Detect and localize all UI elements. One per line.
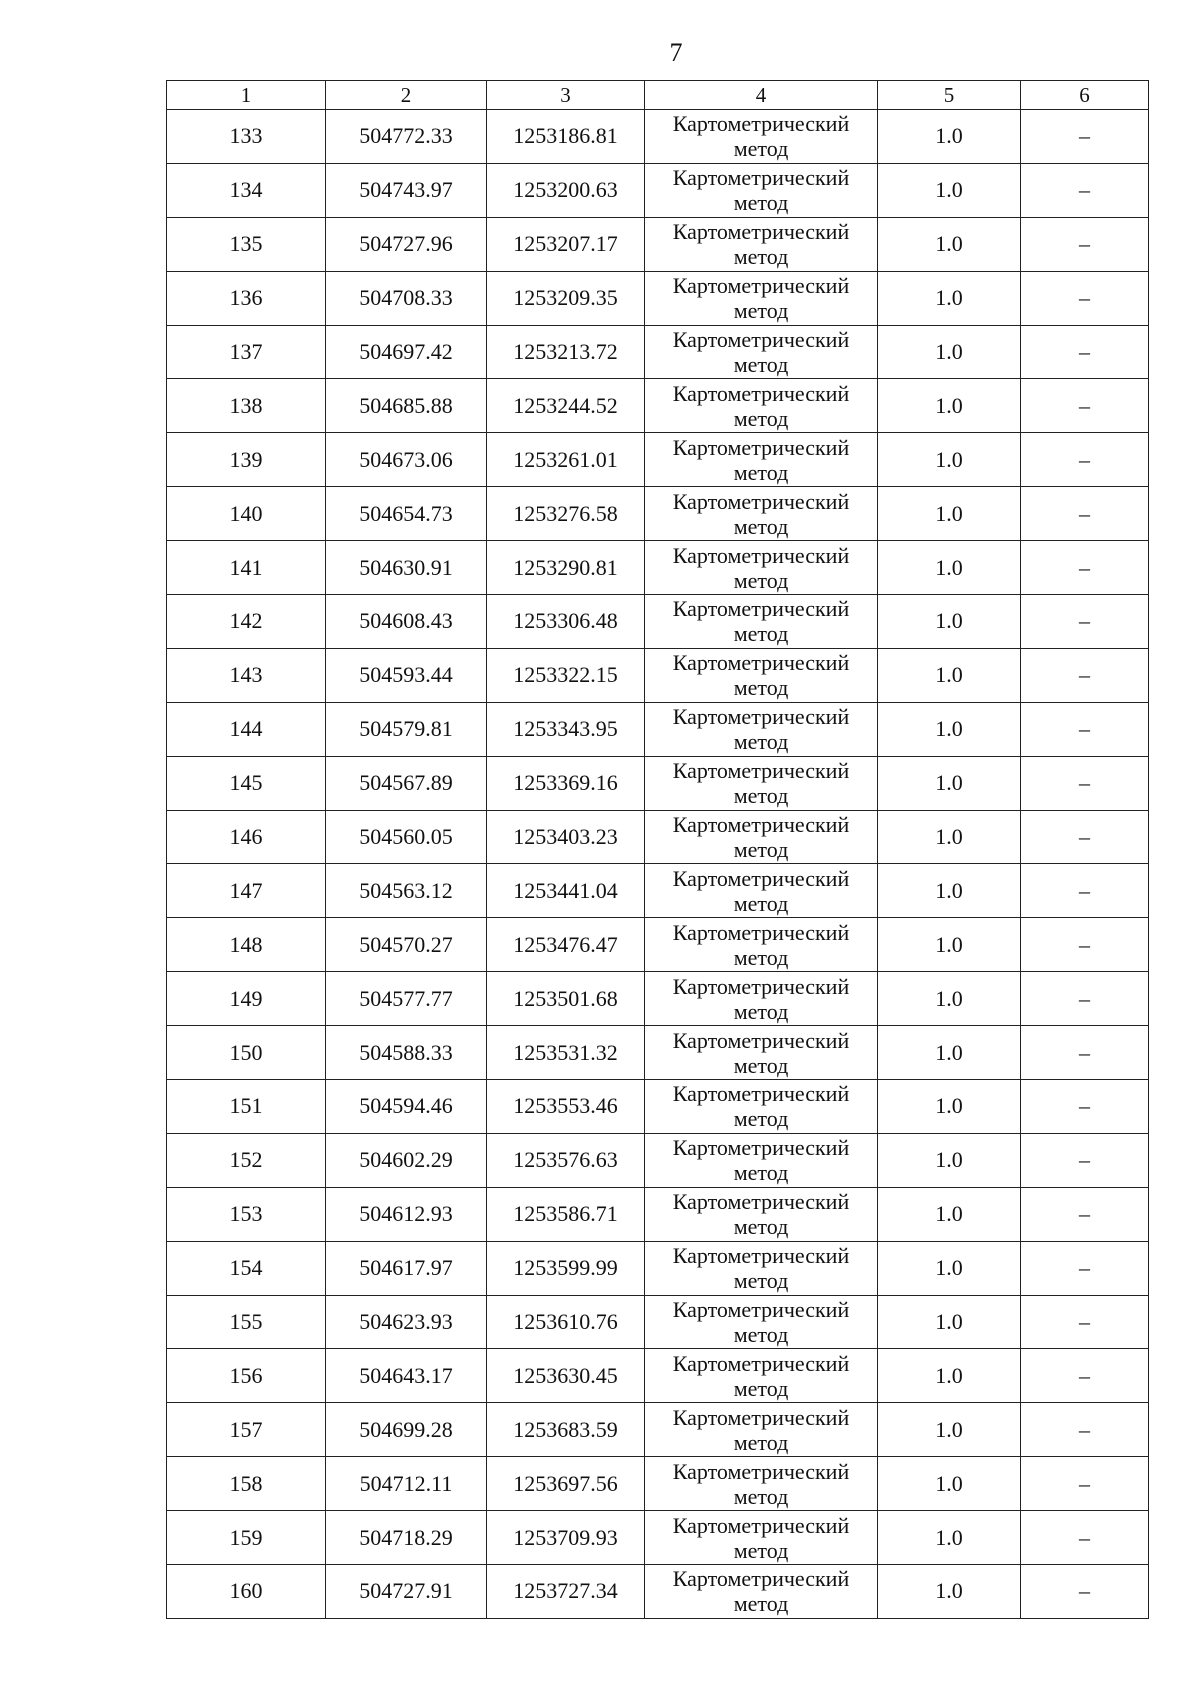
y-coordinate-cell: 1253213.72 bbox=[487, 325, 645, 379]
x-coordinate-cell: 504593.44 bbox=[326, 648, 487, 702]
table-body bbox=[167, 110, 1149, 1619]
table-row bbox=[167, 918, 1149, 972]
method-text: Картометрический bbox=[672, 1458, 850, 1484]
y-coordinate-cell: 1253209.35 bbox=[487, 271, 645, 325]
y-coordinate-cell: 1253369.16 bbox=[487, 756, 645, 810]
point-number-cell: 135 bbox=[167, 217, 326, 271]
table-row bbox=[167, 163, 1149, 217]
x-coordinate-cell: 504699.28 bbox=[326, 1403, 487, 1457]
method-text: Картометрический bbox=[672, 542, 850, 568]
x-coordinate-cell: 504612.93 bbox=[326, 1187, 487, 1241]
method-text: Картометрический bbox=[672, 596, 850, 622]
accuracy-cell: 1.0 bbox=[878, 972, 1021, 1026]
accuracy-cell: 1.0 bbox=[878, 864, 1021, 918]
method-text: Картометрический bbox=[672, 1027, 850, 1053]
note-cell: – bbox=[1021, 487, 1149, 541]
note-cell: – bbox=[1021, 1241, 1149, 1295]
y-coordinate-cell: 1253244.52 bbox=[487, 379, 645, 433]
point-number-cell: 143 bbox=[167, 648, 326, 702]
method-text: метод bbox=[733, 298, 789, 324]
method-text: метод bbox=[733, 352, 789, 377]
x-coordinate-cell: 504623.93 bbox=[326, 1295, 487, 1349]
point-number-cell: 151 bbox=[167, 1080, 326, 1134]
method-text: метод bbox=[733, 1537, 789, 1563]
table-row bbox=[167, 1241, 1149, 1295]
method-cell bbox=[645, 864, 878, 918]
accuracy-cell: 1.0 bbox=[878, 1241, 1021, 1295]
point-number-cell: 144 bbox=[167, 702, 326, 756]
column-header: 3 bbox=[487, 81, 645, 110]
y-coordinate-cell: 1253403.23 bbox=[487, 810, 645, 864]
table-row bbox=[167, 487, 1149, 541]
accuracy-cell: 1.0 bbox=[878, 1457, 1021, 1511]
note-cell: – bbox=[1021, 1457, 1149, 1511]
table-row bbox=[167, 1133, 1149, 1187]
note-cell: – bbox=[1021, 1026, 1149, 1080]
accuracy-cell: 1.0 bbox=[878, 1295, 1021, 1349]
method-text: метод bbox=[733, 621, 789, 647]
table-row bbox=[167, 864, 1149, 918]
accuracy-cell: 1.0 bbox=[878, 379, 1021, 433]
point-number-cell: 137 bbox=[167, 325, 326, 379]
method-cell bbox=[645, 1133, 878, 1187]
point-number-cell: 148 bbox=[167, 918, 326, 972]
accuracy-cell: 1.0 bbox=[878, 648, 1021, 702]
table-row bbox=[167, 541, 1149, 595]
point-number-cell: 149 bbox=[167, 972, 326, 1026]
method-text: Картометрический bbox=[672, 919, 850, 945]
method-text: Картометрический bbox=[672, 1189, 850, 1215]
table-row bbox=[167, 1026, 1149, 1080]
column-header: 5 bbox=[878, 81, 1021, 110]
y-coordinate-cell: 1253576.63 bbox=[487, 1133, 645, 1187]
point-number-cell: 150 bbox=[167, 1026, 326, 1080]
note-cell: – bbox=[1021, 379, 1149, 433]
x-coordinate-cell: 504570.27 bbox=[326, 918, 487, 972]
method-cell bbox=[645, 1511, 878, 1565]
method-text: метод bbox=[733, 1268, 789, 1294]
point-number-cell: 145 bbox=[167, 756, 326, 810]
method-text: метод bbox=[733, 998, 789, 1024]
method-cell bbox=[645, 163, 878, 217]
note-cell: – bbox=[1021, 810, 1149, 864]
point-number-cell: 153 bbox=[167, 1187, 326, 1241]
method-text: метод bbox=[733, 405, 789, 431]
accuracy-cell: 1.0 bbox=[878, 1187, 1021, 1241]
method-text: Картометрический bbox=[672, 1081, 850, 1107]
method-text: Картометрический bbox=[672, 1135, 850, 1161]
x-coordinate-cell: 504588.33 bbox=[326, 1026, 487, 1080]
note-cell: – bbox=[1021, 864, 1149, 918]
table-row bbox=[167, 325, 1149, 379]
method-text: Картометрический bbox=[672, 1566, 850, 1592]
method-text: Картометрический bbox=[672, 704, 850, 730]
x-coordinate-cell: 504772.33 bbox=[326, 110, 487, 164]
note-cell: – bbox=[1021, 541, 1149, 595]
x-coordinate-cell: 504563.12 bbox=[326, 864, 487, 918]
page-number: 7 bbox=[669, 38, 683, 67]
accuracy-cell: 1.0 bbox=[878, 110, 1021, 164]
table-row bbox=[167, 1565, 1149, 1619]
method-text: Картометрический bbox=[672, 865, 850, 891]
table-row bbox=[167, 271, 1149, 325]
x-coordinate-cell: 504617.97 bbox=[326, 1241, 487, 1295]
method-text: Картометрический bbox=[672, 650, 850, 676]
accuracy-cell: 1.0 bbox=[878, 163, 1021, 217]
table-row bbox=[167, 217, 1149, 271]
x-coordinate-cell: 504608.43 bbox=[326, 595, 487, 649]
y-coordinate-cell: 1253727.34 bbox=[487, 1565, 645, 1619]
coordinates-table bbox=[166, 80, 1149, 1619]
x-coordinate-cell: 504718.29 bbox=[326, 1511, 487, 1565]
note-cell: – bbox=[1021, 217, 1149, 271]
table-row bbox=[167, 1457, 1149, 1511]
accuracy-cell: 1.0 bbox=[878, 810, 1021, 864]
note-cell: – bbox=[1021, 271, 1149, 325]
method-text: Картометрический bbox=[672, 219, 850, 245]
note-cell: – bbox=[1021, 1295, 1149, 1349]
method-cell bbox=[645, 1457, 878, 1511]
note-cell: – bbox=[1021, 918, 1149, 972]
method-cell bbox=[645, 756, 878, 810]
point-number-cell: 157 bbox=[167, 1403, 326, 1457]
y-coordinate-cell: 1253531.32 bbox=[487, 1026, 645, 1080]
point-number-cell: 156 bbox=[167, 1349, 326, 1403]
y-coordinate-cell: 1253322.15 bbox=[487, 648, 645, 702]
accuracy-cell: 1.0 bbox=[878, 433, 1021, 487]
method-text: метод bbox=[733, 1591, 789, 1617]
method-text: метод bbox=[733, 944, 789, 970]
method-cell bbox=[645, 595, 878, 649]
method-text: метод bbox=[733, 459, 789, 485]
accuracy-cell: 1.0 bbox=[878, 1511, 1021, 1565]
note-cell: – bbox=[1021, 110, 1149, 164]
method-text: метод bbox=[733, 1106, 789, 1132]
point-number-cell: 136 bbox=[167, 271, 326, 325]
method-text: Картометрический bbox=[672, 434, 850, 460]
x-coordinate-cell: 504654.73 bbox=[326, 487, 487, 541]
method-cell bbox=[645, 702, 878, 756]
method-text: метод bbox=[733, 1160, 789, 1186]
method-cell bbox=[645, 1403, 878, 1457]
note-cell: – bbox=[1021, 1080, 1149, 1134]
method-text: Картометрический bbox=[672, 488, 850, 514]
table-row bbox=[167, 756, 1149, 810]
method-cell bbox=[645, 1187, 878, 1241]
point-number-cell: 138 bbox=[167, 379, 326, 433]
point-number-cell: 159 bbox=[167, 1511, 326, 1565]
table-row bbox=[167, 1187, 1149, 1241]
method-cell bbox=[645, 1565, 878, 1619]
x-coordinate-cell: 504727.91 bbox=[326, 1565, 487, 1619]
accuracy-cell: 1.0 bbox=[878, 1403, 1021, 1457]
x-coordinate-cell: 504743.97 bbox=[326, 163, 487, 217]
point-number-cell: 142 bbox=[167, 595, 326, 649]
method-text: Картометрический bbox=[672, 1512, 850, 1538]
accuracy-cell: 1.0 bbox=[878, 595, 1021, 649]
accuracy-cell: 1.0 bbox=[878, 1080, 1021, 1134]
note-cell: – bbox=[1021, 595, 1149, 649]
accuracy-cell: 1.0 bbox=[878, 1565, 1021, 1619]
point-number-cell: 133 bbox=[167, 110, 326, 164]
note-cell: – bbox=[1021, 433, 1149, 487]
method-text: метод bbox=[733, 890, 789, 916]
method-text: Картометрический bbox=[672, 1297, 850, 1323]
point-number-cell: 160 bbox=[167, 1565, 326, 1619]
y-coordinate-cell: 1253697.56 bbox=[487, 1457, 645, 1511]
point-number-cell: 147 bbox=[167, 864, 326, 918]
table-row bbox=[167, 810, 1149, 864]
x-coordinate-cell: 504560.05 bbox=[326, 810, 487, 864]
y-coordinate-cell: 1253709.93 bbox=[487, 1511, 645, 1565]
method-text: метод bbox=[733, 783, 789, 809]
table-header-row bbox=[167, 81, 1149, 110]
accuracy-cell: 1.0 bbox=[878, 541, 1021, 595]
point-number-cell: 140 bbox=[167, 487, 326, 541]
method-text: метод bbox=[733, 567, 789, 593]
table-row bbox=[167, 379, 1149, 433]
method-text: метод bbox=[733, 837, 789, 863]
column-header: 2 bbox=[326, 81, 487, 110]
y-coordinate-cell: 1253200.63 bbox=[487, 163, 645, 217]
note-cell: – bbox=[1021, 1187, 1149, 1241]
method-text: метод bbox=[733, 136, 789, 162]
accuracy-cell: 1.0 bbox=[878, 217, 1021, 271]
accuracy-cell: 1.0 bbox=[878, 1133, 1021, 1187]
table-row bbox=[167, 1511, 1149, 1565]
note-cell: – bbox=[1021, 756, 1149, 810]
accuracy-cell: 1.0 bbox=[878, 702, 1021, 756]
method-text: Картометрический bbox=[672, 165, 850, 191]
x-coordinate-cell: 504630.91 bbox=[326, 541, 487, 595]
column-header: 4 bbox=[645, 81, 878, 110]
y-coordinate-cell: 1253306.48 bbox=[487, 595, 645, 649]
method-cell bbox=[645, 217, 878, 271]
method-text: метод bbox=[733, 1375, 789, 1401]
accuracy-cell: 1.0 bbox=[878, 271, 1021, 325]
method-text: метод bbox=[733, 675, 789, 701]
x-coordinate-cell: 504685.88 bbox=[326, 379, 487, 433]
y-coordinate-cell: 1253290.81 bbox=[487, 541, 645, 595]
x-coordinate-cell: 504708.33 bbox=[326, 271, 487, 325]
method-text: Картометрический bbox=[672, 111, 850, 137]
method-cell bbox=[645, 1295, 878, 1349]
column-header: 6 bbox=[1021, 81, 1149, 110]
table-row bbox=[167, 972, 1149, 1026]
method-cell bbox=[645, 541, 878, 595]
accuracy-cell: 1.0 bbox=[878, 756, 1021, 810]
table-row bbox=[167, 1349, 1149, 1403]
x-coordinate-cell: 504697.42 bbox=[326, 325, 487, 379]
method-cell bbox=[645, 271, 878, 325]
point-number-cell: 152 bbox=[167, 1133, 326, 1187]
x-coordinate-cell: 504712.11 bbox=[326, 1457, 487, 1511]
method-cell bbox=[645, 972, 878, 1026]
accuracy-cell: 1.0 bbox=[878, 918, 1021, 972]
method-text: метод bbox=[733, 1483, 789, 1509]
y-coordinate-cell: 1253553.46 bbox=[487, 1080, 645, 1134]
y-coordinate-cell: 1253630.45 bbox=[487, 1349, 645, 1403]
method-cell bbox=[645, 1241, 878, 1295]
method-text: метод bbox=[733, 1214, 789, 1240]
x-coordinate-cell: 504577.77 bbox=[326, 972, 487, 1026]
x-coordinate-cell: 504643.17 bbox=[326, 1349, 487, 1403]
method-cell bbox=[645, 379, 878, 433]
x-coordinate-cell: 504594.46 bbox=[326, 1080, 487, 1134]
point-number-cell: 158 bbox=[167, 1457, 326, 1511]
note-cell: – bbox=[1021, 1565, 1149, 1619]
point-number-cell: 141 bbox=[167, 541, 326, 595]
method-cell bbox=[645, 1026, 878, 1080]
method-text: метод bbox=[733, 513, 789, 539]
method-cell bbox=[645, 648, 878, 702]
method-text: метод bbox=[733, 1429, 789, 1455]
note-cell: – bbox=[1021, 163, 1149, 217]
method-text: Картометрический bbox=[672, 973, 850, 999]
note-cell: – bbox=[1021, 1511, 1149, 1565]
accuracy-cell: 1.0 bbox=[878, 1349, 1021, 1403]
y-coordinate-cell: 1253186.81 bbox=[487, 110, 645, 164]
method-cell bbox=[645, 1080, 878, 1134]
note-cell: – bbox=[1021, 1403, 1149, 1457]
method-text: Картометрический bbox=[672, 1350, 850, 1376]
y-coordinate-cell: 1253501.68 bbox=[487, 972, 645, 1026]
y-coordinate-cell: 1253683.59 bbox=[487, 1403, 645, 1457]
note-cell: – bbox=[1021, 1133, 1149, 1187]
note-cell: – bbox=[1021, 702, 1149, 756]
method-text: Картометрический bbox=[672, 380, 850, 406]
point-number-cell: 155 bbox=[167, 1295, 326, 1349]
y-coordinate-cell: 1253610.76 bbox=[487, 1295, 645, 1349]
note-cell: – bbox=[1021, 648, 1149, 702]
table-row bbox=[167, 1403, 1149, 1457]
x-coordinate-cell: 504579.81 bbox=[326, 702, 487, 756]
accuracy-cell: 1.0 bbox=[878, 1026, 1021, 1080]
y-coordinate-cell: 1253261.01 bbox=[487, 433, 645, 487]
note-cell: – bbox=[1021, 972, 1149, 1026]
y-coordinate-cell: 1253441.04 bbox=[487, 864, 645, 918]
method-cell bbox=[645, 1349, 878, 1403]
x-coordinate-cell: 504567.89 bbox=[326, 756, 487, 810]
method-cell bbox=[645, 487, 878, 541]
column-header: 1 bbox=[167, 81, 326, 110]
method-text: Картометрический bbox=[672, 1404, 850, 1430]
accuracy-cell: 1.0 bbox=[878, 487, 1021, 541]
method-text: метод bbox=[733, 244, 789, 270]
point-number-cell: 146 bbox=[167, 810, 326, 864]
note-cell: – bbox=[1021, 1349, 1149, 1403]
method-text: Картометрический bbox=[672, 812, 850, 838]
method-cell bbox=[645, 918, 878, 972]
y-coordinate-cell: 1253599.99 bbox=[487, 1241, 645, 1295]
point-number-cell: 154 bbox=[167, 1241, 326, 1295]
note-cell: – bbox=[1021, 325, 1149, 379]
table-row bbox=[167, 648, 1149, 702]
method-text: Картометрический bbox=[672, 1243, 850, 1269]
y-coordinate-cell: 1253586.71 bbox=[487, 1187, 645, 1241]
table-row bbox=[167, 1080, 1149, 1134]
method-text: метод bbox=[733, 190, 789, 216]
method-text: метод bbox=[733, 729, 789, 755]
method-text: метод bbox=[733, 1322, 789, 1348]
x-coordinate-cell: 504673.06 bbox=[326, 433, 487, 487]
table-row bbox=[167, 1295, 1149, 1349]
method-text: Картометрический bbox=[672, 273, 850, 299]
method-cell bbox=[645, 433, 878, 487]
table-row bbox=[167, 595, 1149, 649]
y-coordinate-cell: 1253476.47 bbox=[487, 918, 645, 972]
method-cell bbox=[645, 810, 878, 864]
x-coordinate-cell: 504602.29 bbox=[326, 1133, 487, 1187]
method-cell bbox=[645, 110, 878, 164]
method-text: Картометрический bbox=[672, 758, 850, 784]
y-coordinate-cell: 1253343.95 bbox=[487, 702, 645, 756]
point-number-cell: 134 bbox=[167, 163, 326, 217]
method-text: метод bbox=[733, 1052, 789, 1078]
table-row bbox=[167, 433, 1149, 487]
method-text: Картометрический bbox=[672, 327, 850, 352]
table-row bbox=[167, 110, 1149, 164]
table-row bbox=[167, 702, 1149, 756]
method-cell bbox=[645, 325, 878, 379]
point-number-cell: 139 bbox=[167, 433, 326, 487]
x-coordinate-cell: 504727.96 bbox=[326, 217, 487, 271]
y-coordinate-cell: 1253276.58 bbox=[487, 487, 645, 541]
y-coordinate-cell: 1253207.17 bbox=[487, 217, 645, 271]
accuracy-cell: 1.0 bbox=[878, 325, 1021, 379]
